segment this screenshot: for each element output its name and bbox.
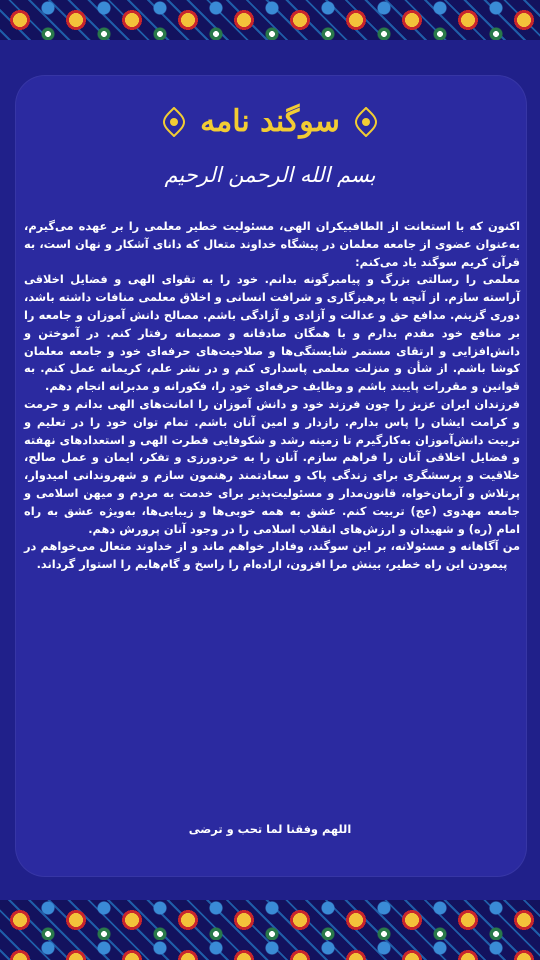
oath-body: [24, 218, 520, 574]
page-title: سوگند نامه: [200, 104, 340, 139]
paragraph-conclusion: من آگاهانه و مسئولانه، بر این سوگند، وفادار خواهم ماند و از خداوند متعال می‌خواهم در پیمودن این راه خطیر، بینش مرا افزون، اراده‌ام را راسخ و گام‌هایم را استوار گرداند.: [24, 539, 520, 572]
ornament-left-icon: [162, 107, 186, 137]
ornament-right-icon: [354, 107, 378, 137]
bottom-tile-border: [0, 900, 540, 960]
paragraph-students: فرزندان ایران عزیز را چون فرزند خود و دانش آموزان را امانت‌های الهی بدانم و حرمت و کرامت ایشان را پاس بدارم. رازدار و امین آنان باشم. تمام توان خود را در تعلیم و تربیت دانش‌آموزان به‌کارگیرم تا زمینه رشد و شکوفایی فطرت الهی و استعدادهای نهفته و فضایل اخلاقی آنان را فراهم سازم. آنان را به خردورزی و تفکر، ایمان و عمل صالح، خلاقیت و پرسشگری برای زندگی پاک و سعادتمند رهنمون سازم و شهروندانی امیدوار، پرتلاش و آرمان‌خواه، قانون‌مدار و مسئولیت‌پذیر برای خدمت به مردم و میهن اسلامی و جامعه مهدوی (عج) تربیت کنم. عشق به همه خوبی‌ها و زیبایی‌ها، به‌ویژه عشق به راه امام (ره) و شهیدان و ارزش‌های انقلاب اسلامی را در وجود آنان پرورش دهم.: [24, 396, 520, 536]
basmala: بسم الله الرحمن الرحیم: [164, 163, 376, 187]
title-row: [0, 98, 540, 146]
paragraph-intro: اکنون که با استعانت از الطافبیکران الهی، مسئولیت خطیر معلمی را بر عهده می‌گیرم، به‌عنوان عضوی از جامعه معلمان در پیشگاه خداوند متعال که دانای آشکار و نهان است، به قرآن کریم سوگند یاد می‌کنم:: [24, 219, 520, 269]
top-tile-border: [0, 0, 540, 40]
paragraph-duties: معلمی را رسالتی بزرگ و پیامبرگونه بدانم. خود را به تقوای الهی و فضایل اخلاقی آراسته سازم. از آنچه با پرهیزگاری و شرافت انسانی و اخلاق معلمی منافات داشته باشد، دوری گزینم. مدافع حق و عدالت و آزادی و آزادگی باشم. مصالح دانش آموزان و جامعه را بر منافع خود مقدم بدارم و با همگان صادقانه و صمیمانه رفتار کنم. در آموختن و دانش‌افزایی و ارتقای مستمر شایستگی‌ها و صلاحیت‌های حرفه‌ای خود و جامعه معلمان کوشا باشم. از شأن و منزلت معلمی پاسداری کنم و در نشر علم، کریمانه عمل کنم. به قوانین و مقررات پایبند باشم و وظایف حرفه‌ای خود را، فکورانه و مدبرانه انجام دهم.: [24, 272, 520, 394]
closing-prayer: اللهم وفقنا لما تحب و ترضی: [188, 822, 352, 836]
